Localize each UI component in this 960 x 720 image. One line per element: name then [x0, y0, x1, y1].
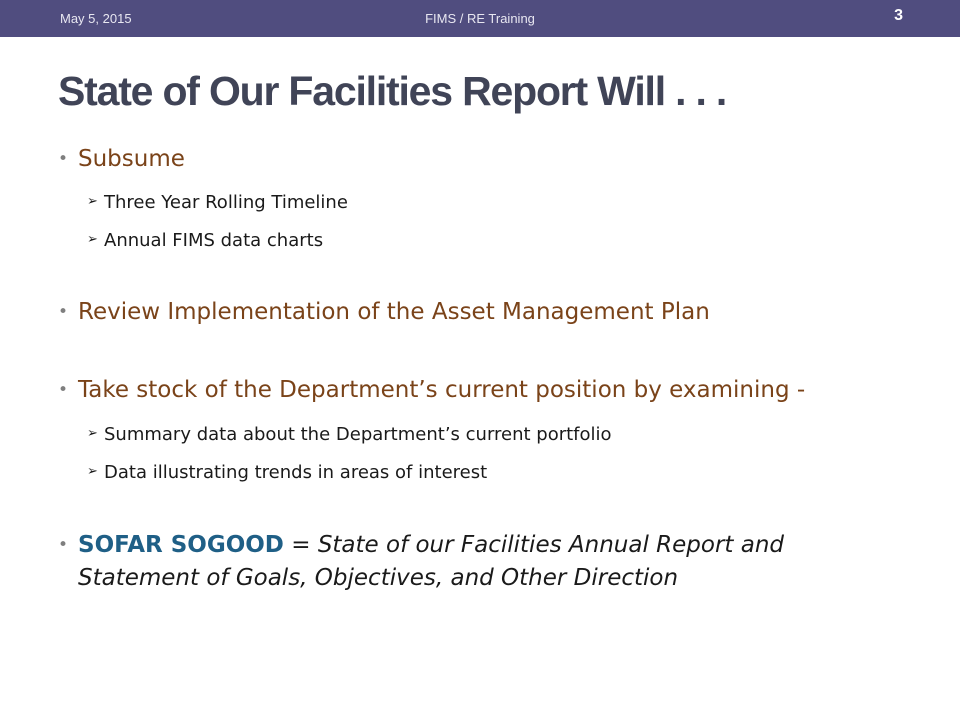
arrow-right-icon: ➢ [87, 232, 98, 247]
bullet-text: Take stock of the Department’s current position by examining - [78, 377, 806, 403]
bullet-sofar-sogood [78, 529, 878, 596]
subitem-text: Annual FIMS data charts [104, 230, 324, 251]
subitem-text: Summary data about the Department’s current portfolio [104, 424, 612, 445]
bullet-review-implementation [78, 296, 710, 329]
acronym-text: SOFAR SOGOOD [78, 532, 284, 558]
subitem [87, 424, 612, 445]
bullet-text: Review Implementation of the Asset Management Plan [78, 299, 710, 325]
bullet-text: Subsume [78, 146, 185, 172]
slide-title: State of Our Facilities Report Will . . . [58, 68, 727, 114]
slide-number: 3 [894, 7, 903, 24]
subitem [87, 230, 324, 251]
subitem-text: Three Year Rolling Timeline [104, 192, 348, 213]
acronym-definition: State of our Facilities Annual Report and Statement of Goals, Objectives, and Other Direction [78, 532, 785, 592]
bullet-subsume [78, 143, 185, 176]
slide-header-bar [0, 0, 960, 37]
subitem [87, 192, 348, 213]
equals-separator: = [283, 532, 318, 558]
arrow-right-icon: ➢ [87, 194, 98, 209]
subitem-text: Data illustrating trends in areas of interest [104, 462, 488, 483]
arrow-right-icon: ➢ [87, 426, 98, 441]
bullet-take-stock [78, 374, 805, 407]
header-footer-text: FIMS / RE Training [425, 11, 535, 26]
arrow-right-icon: ➢ [87, 464, 98, 479]
subitem [87, 462, 488, 483]
header-date: May 5, 2015 [60, 11, 132, 26]
